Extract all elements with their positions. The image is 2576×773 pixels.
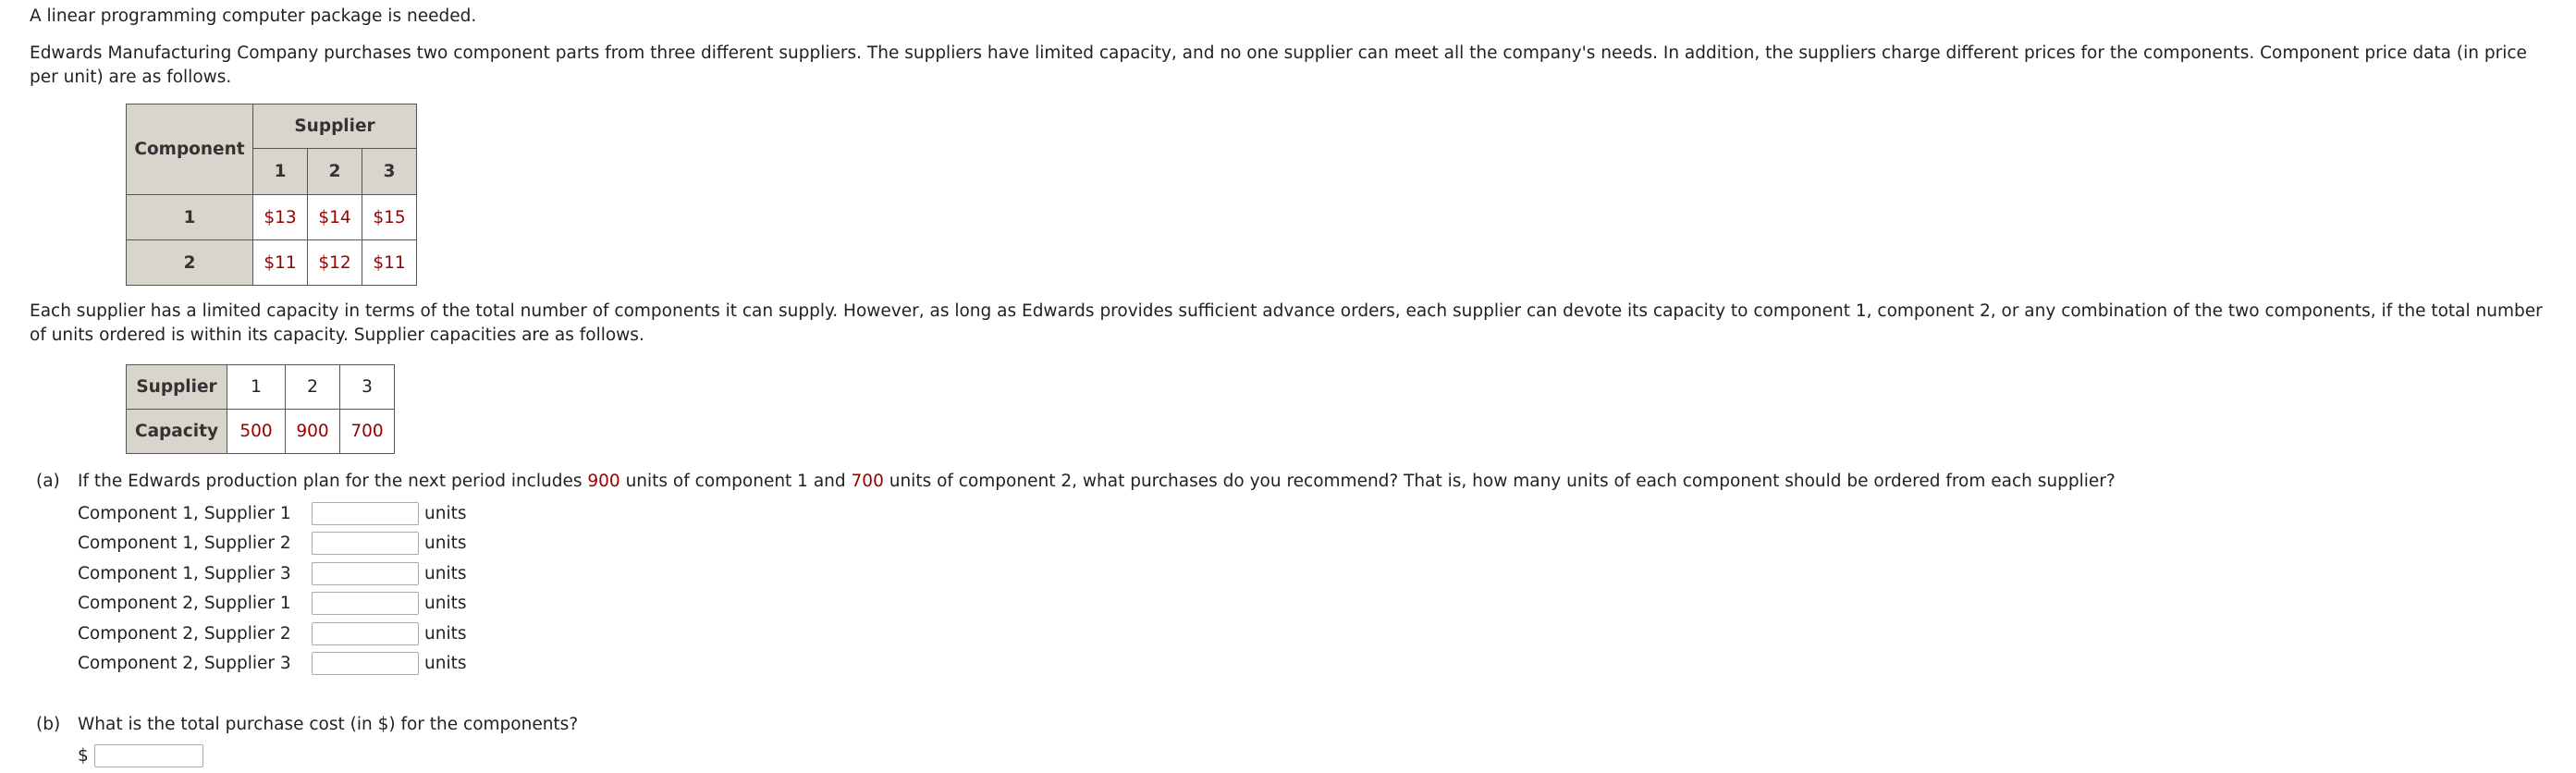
supplier-number-2: 2 — [308, 149, 362, 195]
total-cost-input[interactable] — [94, 744, 203, 767]
supplier-number-1: 1 — [253, 149, 308, 195]
answer-label-c1-s3: Component 1, Supplier 3 — [78, 564, 291, 583]
price-row-component-1 — [127, 195, 417, 240]
answer-input-c2-s2[interactable] — [312, 622, 419, 645]
answer-label-c1-s2: Component 1, Supplier 2 — [78, 534, 291, 553]
answer-row-c2-s2 — [78, 621, 466, 646]
price-c1-s2: $14 — [308, 195, 362, 240]
answer-row-c1-s2 — [78, 531, 466, 556]
supplier-header: Supplier — [253, 104, 417, 149]
answer-input-c2-s1[interactable] — [312, 592, 419, 615]
part-a-text-after: units of component 2, what purchases do you recommend? That is, how many units of each component should be ordered from each supplier? — [883, 472, 2116, 491]
units-label: units — [424, 594, 467, 613]
price-c1-s3: $15 — [362, 195, 417, 240]
answer-input-c2-s3[interactable] — [312, 652, 419, 675]
price-c2-s1: $11 — [253, 240, 308, 286]
answer-label-c1-s1: Component 1, Supplier 1 — [78, 504, 291, 523]
answer-input-c1-s3[interactable] — [312, 562, 419, 585]
price-c2-s3: $11 — [362, 240, 417, 286]
price-c2-s2: $12 — [308, 240, 362, 286]
answer-input-c1-s1[interactable] — [312, 502, 419, 525]
price-table-header-row — [127, 104, 417, 149]
answer-label-c2-s2: Component 2, Supplier 2 — [78, 624, 291, 644]
supplier-number-3: 3 — [362, 149, 417, 195]
part-b-label: (b) — [36, 715, 61, 734]
part-b-question: What is the total purchase cost (in $) for the components? — [78, 715, 579, 734]
price-table — [126, 104, 417, 286]
component-label-1: 1 — [127, 195, 253, 240]
units-label: units — [424, 534, 467, 553]
capacity-supplier-label: Supplier — [127, 365, 227, 410]
capacity-value-2: 900 — [286, 410, 340, 454]
answer-row-c2-s3 — [78, 651, 466, 676]
units-label: units — [424, 564, 467, 583]
price-c1-s1: $13 — [253, 195, 308, 240]
answer-row-c1-s3 — [78, 561, 466, 586]
component-label-2: 2 — [127, 240, 253, 286]
capacity-supplier-1: 1 — [227, 365, 286, 410]
part-a-text-middle: units of component 1 and — [619, 472, 852, 491]
problem-paragraph-1: Edwards Manufacturing Company purchases two component parts from three different suppliers. The suppliers have limited capacity, and no one supplier can meet all the company's needs. In addition, the suppliers charge different prices for the components. Component price data (in price per unit) are as follows. — [30, 43, 2527, 87]
price-row-component-2 — [127, 240, 417, 286]
capacity-value-3: 700 — [340, 410, 395, 454]
units-label: units — [424, 654, 467, 673]
answer-input-c1-s2[interactable] — [312, 532, 419, 555]
capacity-table — [126, 364, 395, 454]
capacity-value-row — [127, 410, 395, 454]
total-cost-row — [78, 743, 203, 768]
units-label: units — [424, 504, 467, 523]
currency-symbol: $ — [78, 746, 89, 766]
answer-label-c2-s1: Component 2, Supplier 1 — [78, 594, 291, 613]
part-a-qty-component-2: 700 — [851, 472, 884, 491]
capacity-value-1: 500 — [227, 410, 286, 454]
answer-row-c1-s1 — [78, 501, 466, 526]
part-a-qty-component-1: 900 — [587, 472, 620, 491]
capacity-supplier-3: 3 — [340, 365, 395, 410]
capacity-supplier-2: 2 — [286, 365, 340, 410]
units-label: units — [424, 624, 467, 644]
intro-text: A linear programming computer package is needed. — [30, 6, 477, 26]
problem-paragraph-2: Each supplier has a limited capacity in terms of the total number of components it can supply. However, as long as Edwards provides sufficient advance orders, each supplier can devote its capacity to component 1, component 2, or any combination of the two components, if the total number of units ordered is within its capacity. Supplier capacities are as follows. — [30, 301, 2543, 345]
answer-row-c2-s1 — [78, 591, 466, 616]
capacity-label: Capacity — [127, 410, 227, 454]
part-a-label: (a) — [36, 472, 60, 491]
part-a-text-before: If the Edwards production plan for the next period includes — [78, 472, 588, 491]
answer-label-c2-s3: Component 2, Supplier 3 — [78, 654, 291, 673]
capacity-supplier-row — [127, 365, 395, 410]
part-a-question — [78, 472, 2116, 491]
component-header: Component — [127, 104, 253, 195]
